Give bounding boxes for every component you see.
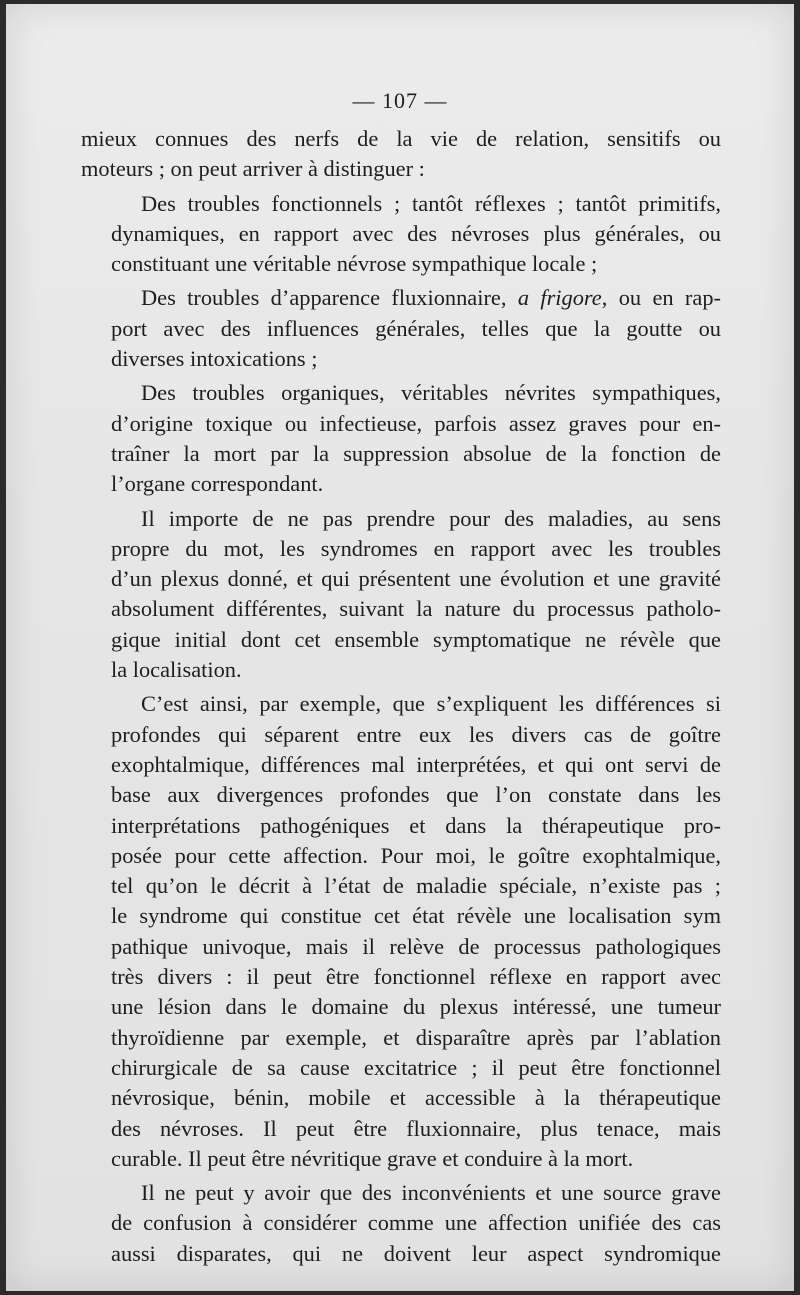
paragraph-6 xyxy=(81,689,721,1174)
text-line: aussi disparates, qui ne doivent leur aspect syndromique xyxy=(111,1240,721,1266)
text-line: d’origine toxique ou infectieuse, parfois assez graves pour en- xyxy=(111,410,721,436)
italic-term: a frigore xyxy=(517,285,602,311)
text-line: mieux connues des nerfs de la vie de relation, sensitifs ou xyxy=(81,126,721,151)
text-line: profondes qui séparent entre eux les divers cas de goître xyxy=(111,721,721,747)
text-line: Il ne peut y avoir que des inconvénients et une source grave xyxy=(141,1180,721,1206)
text-line: curable. Il peut être névritique grave et conduire à la mort. xyxy=(111,1145,634,1171)
book-page xyxy=(6,4,794,1291)
text-line: diverses intoxications ; xyxy=(111,346,318,372)
text-line: port avec des influences générales, telles que la goutte ou xyxy=(111,315,721,341)
text-line: pathique univoque, mais il relève de processus pathologiques xyxy=(111,933,721,959)
text-line: gique initial dont cet ensemble symptomatique ne révèle que xyxy=(111,626,721,652)
text-line: la localisation. xyxy=(111,657,242,683)
text-line: Il importe de ne pas prendre pour des maladies, au sens xyxy=(141,505,721,531)
text-line: posée pour cette affection. Pour moi, le goître exophtalmique, xyxy=(111,842,721,868)
text-line: tel qu’on le décrit à l’état de maladie spéciale, n’existe pas ; xyxy=(111,873,721,899)
paragraph-5 xyxy=(81,504,721,686)
text-line: d’un plexus donné, et qui présentent une évolution et une gravité xyxy=(111,566,721,592)
text-line: propre du mot, les syndromes en rapport avec les troubles xyxy=(111,535,721,561)
text-line: base aux divergences profondes que l’on constate dans les xyxy=(111,782,721,808)
text-line: une lésion dans le domaine du plexus intéressé, une tumeur xyxy=(111,994,721,1020)
paragraph-7 xyxy=(81,1178,721,1269)
text-line: moteurs ; on peut arriver à distinguer : xyxy=(81,156,425,182)
text-line: l’organe correspondant. xyxy=(111,471,324,497)
text-line: le syndrome qui constitue cet état révèle une localisation sym xyxy=(111,903,721,929)
text-line: névrosique, bénin, mobile et accessible à la thérapeutique xyxy=(111,1085,721,1111)
text-line: Des troubles organiques, véritables névrites sympathiques, xyxy=(141,380,721,406)
text-line: dynamiques, en rapport avec des névroses plus générales, ou xyxy=(111,220,721,246)
text-line: interprétations pathogéniques et dans la thérapeutique pro- xyxy=(111,812,721,838)
text-segment: Des troubles d’apparence fluxionnaire, xyxy=(141,285,518,311)
text-line: thyroïdienne par exemple, et disparaître après par l’ablation xyxy=(111,1024,721,1050)
paragraph-1 xyxy=(81,124,721,185)
page-number: — 107 — xyxy=(352,88,448,113)
text-line: de confusion à considérer comme une affection unifiée des cas xyxy=(111,1210,721,1236)
text-line: très divers : il peut être fonctionnel réflexe en rapport avec xyxy=(111,964,721,990)
paragraph-3 xyxy=(81,283,721,374)
text-line: Des troubles fonctionnels ; tantôt réflexes ; tantôt primitifs, xyxy=(141,190,721,216)
text-segment: , ou en rap- xyxy=(601,285,721,311)
text-line: constituant une véritable névrose sympathique locale ; xyxy=(111,251,598,277)
text-line: chirurgicale de sa cause excitatrice ; il peut être fonctionnel xyxy=(111,1054,721,1080)
text-line: absolument différentes, suivant la nature du processus patholo- xyxy=(111,596,721,622)
text-line-with-italic xyxy=(81,283,721,313)
text-line: C’est ainsi, par exemple, que s’expliquent les différences si xyxy=(141,691,721,717)
paragraph-2 xyxy=(81,189,721,280)
text-line: des névroses. Il peut être fluxionnaire, plus tenace, mais xyxy=(111,1115,721,1141)
body-text xyxy=(81,124,721,1269)
text-line: traîner la mort par la suppression absolue de la fonction de xyxy=(111,440,721,466)
paragraph-4 xyxy=(81,378,721,499)
text-line: exophtalmique, différences mal interprétées, et qui ont servi de xyxy=(111,751,721,777)
